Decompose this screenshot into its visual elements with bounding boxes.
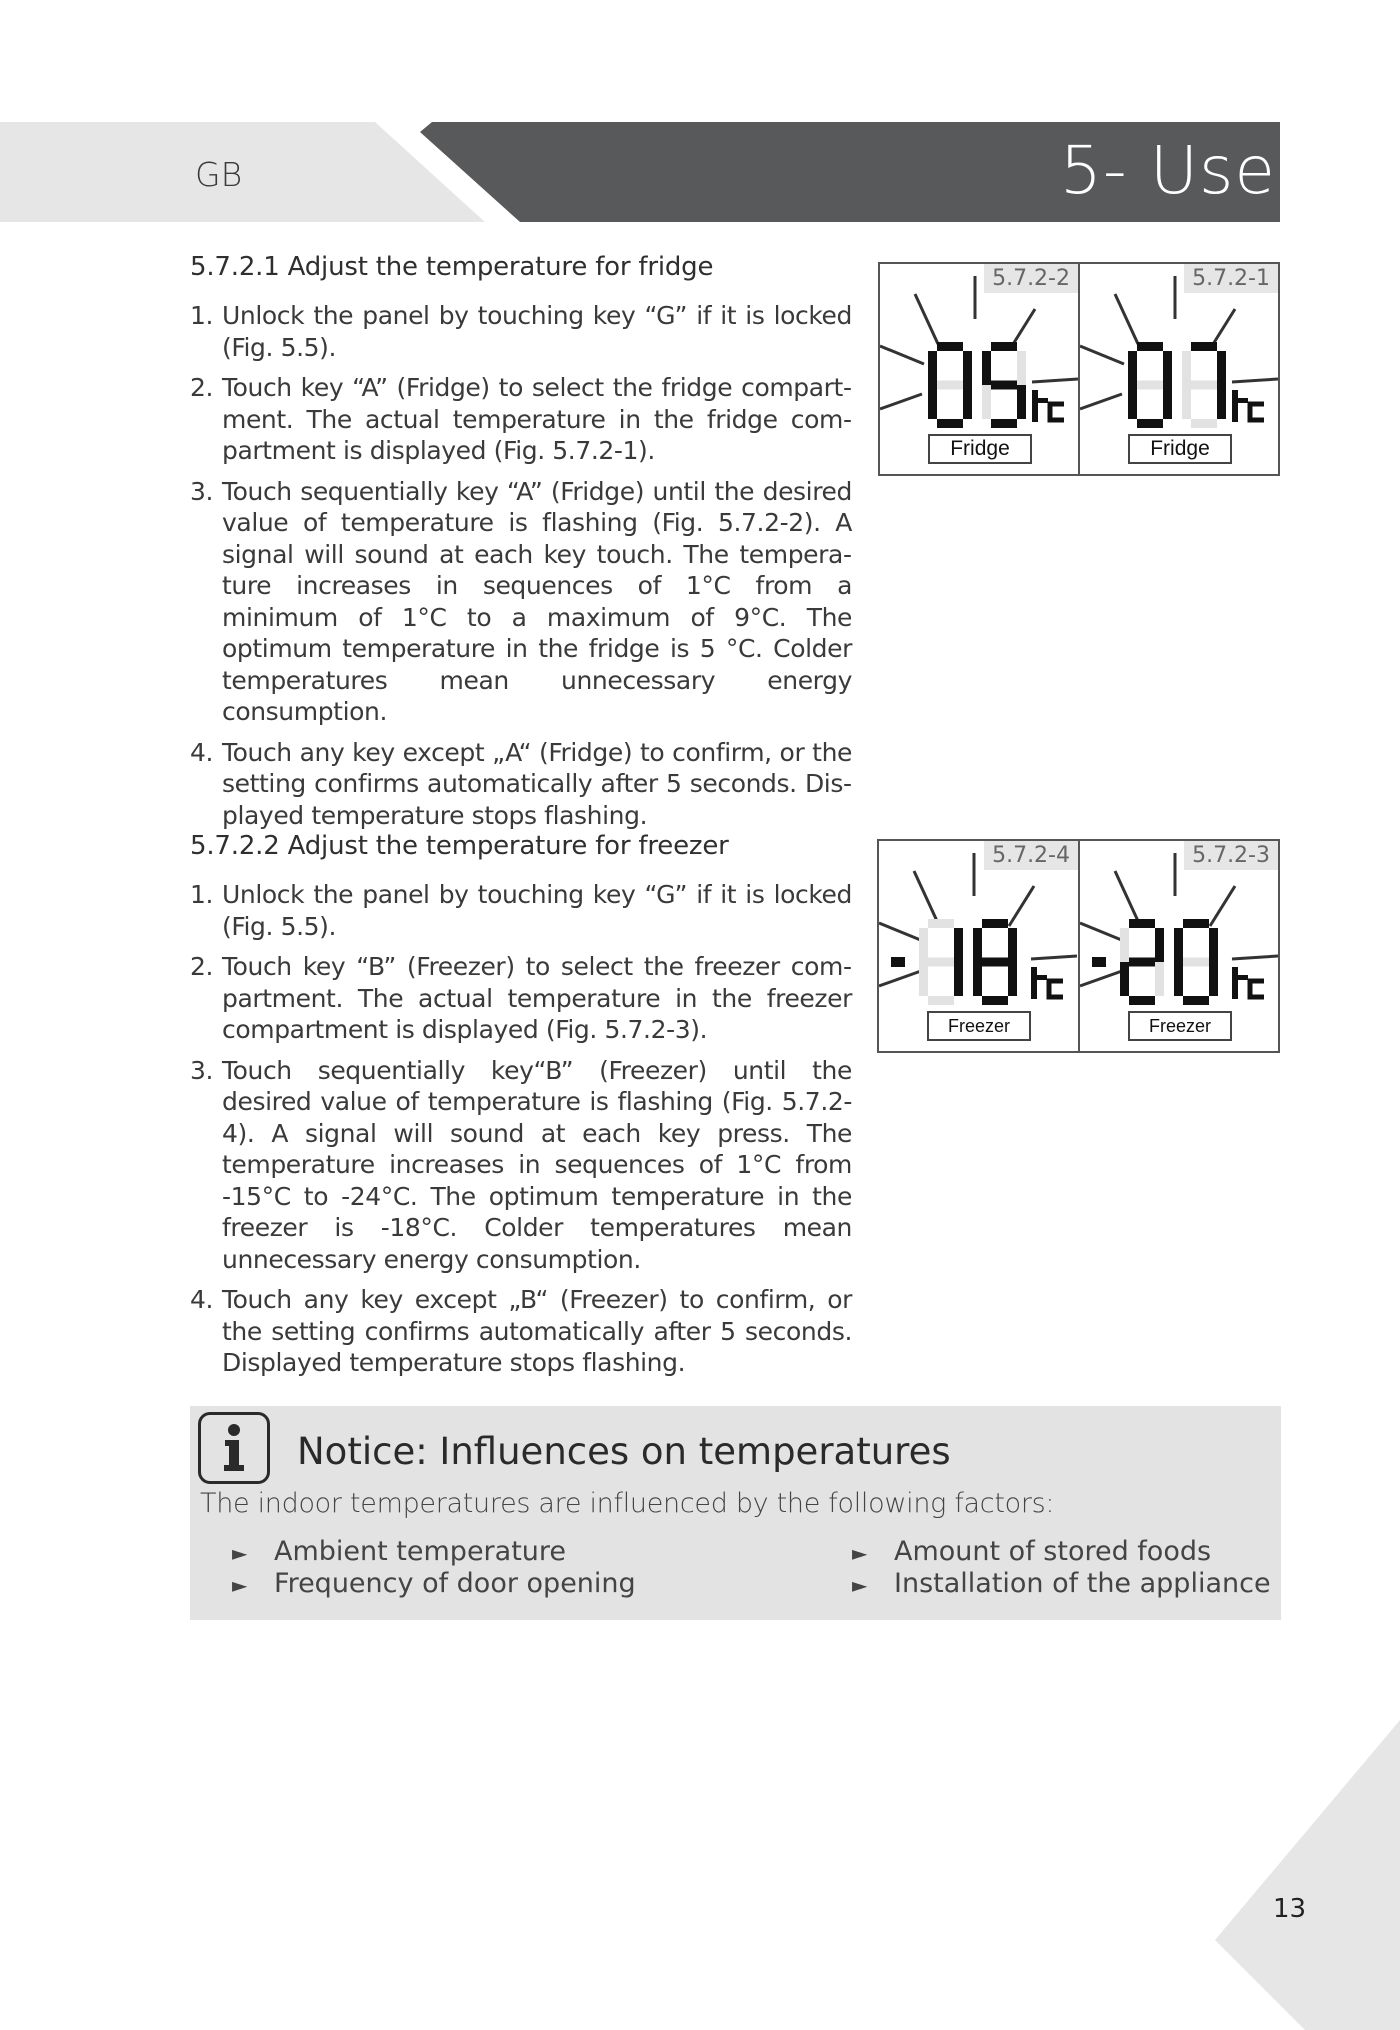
- lcd-segment: [954, 962, 963, 996]
- lcd-segment: [991, 419, 1017, 428]
- list-item: 2. Touch key “A” (Fridge) to select the fridge compartment. The actual temperature in the fridge compartment is displayed (Fig. 5.7.2-1).: [190, 373, 852, 465]
- list-item: 2. Touch key “B” (Freezer) to select the freezer compartment. The actual temperature in the freezer compartment is displayed (Fig. 5.7.2-3).: [190, 952, 852, 1044]
- lcd-segment: [1163, 351, 1172, 385]
- flash-ray: [1080, 394, 1122, 409]
- figure-tag: 5.7.2-4: [984, 841, 1078, 870]
- figure-tag: 5.7.2-1: [1184, 264, 1278, 293]
- temperature-celsius-icon: [1032, 390, 1064, 422]
- lcd-segment: [928, 996, 954, 1005]
- lcd-segment: [963, 351, 972, 385]
- bullet-arrow-icon: ►: [852, 1573, 868, 1597]
- lcd-segment: [1183, 996, 1209, 1005]
- flash-ray: [879, 971, 921, 986]
- lcd-segment: [937, 381, 963, 390]
- lcd-segment: [991, 342, 1017, 351]
- bullet-arrow-icon: ►: [232, 1541, 248, 1565]
- header-left-band: [0, 122, 490, 222]
- chapter-title: 5- Use: [1059, 132, 1276, 209]
- lcd-segment: [1174, 962, 1183, 996]
- lcd-segment: [1209, 928, 1218, 962]
- freezer-section: [190, 831, 852, 1388]
- lcd-segment: [928, 385, 937, 419]
- flash-ray: [915, 294, 938, 344]
- temperature-celsius-icon: [1031, 967, 1063, 999]
- lcd-segment: [1129, 996, 1155, 1005]
- lcd-segment: [973, 928, 982, 962]
- lcd-segment: [919, 928, 928, 962]
- flash-ray: [1232, 956, 1278, 959]
- flash-ray: [1009, 886, 1034, 926]
- lcd-segment: [1137, 381, 1163, 390]
- lcd-segment: [1137, 419, 1163, 428]
- lcd-segment: [1155, 962, 1164, 996]
- info-icon: [198, 1412, 270, 1484]
- lcd-minus-sign: [891, 957, 905, 967]
- lcd-segment: [1191, 381, 1217, 390]
- lcd-segment: [991, 381, 1017, 390]
- flash-ray: [880, 394, 922, 409]
- lcd-segment: [919, 962, 928, 996]
- temperature-celsius-icon: [1232, 967, 1264, 999]
- list-item: 4. Touch any key except „A“ (Fridge) to confirm, or the setting confirms automatically after 5 seconds. Displayed temperature stops flashing.: [190, 737, 852, 830]
- flash-rays: [1080, 276, 1278, 409]
- lcd-segment: [982, 958, 1008, 967]
- lcd-minus-sign: [1092, 957, 1106, 967]
- lcd-segment: [1137, 342, 1163, 351]
- lcd-segment: [982, 996, 1008, 1005]
- list-item: ► Ambient temperature: [232, 1536, 567, 1567]
- lcd-segment: [1008, 962, 1017, 996]
- lcd-segment: [1128, 385, 1137, 419]
- notice-title: Notice: Influences on temperatures: [297, 1430, 951, 1473]
- freezer-label: Freezer: [1128, 1011, 1232, 1041]
- flash-ray: [1031, 956, 1077, 959]
- figure-5-7-2-1: [1078, 262, 1280, 476]
- lcd-segment: [1209, 962, 1218, 996]
- lcd-segment: [1129, 958, 1155, 967]
- figure-5-7-2-2: [878, 262, 1080, 476]
- list-item: 1. Unlock the panel by touching key “G” if it is locked (Fig. 5.5).: [190, 301, 852, 362]
- fridge-label: Fridge: [1128, 434, 1232, 464]
- lcd-segment: [1183, 919, 1209, 928]
- notice-box: [190, 1406, 1281, 1620]
- flash-rays: [880, 276, 1078, 409]
- lcd-segment: [1217, 385, 1226, 419]
- language-code: GB: [195, 155, 243, 194]
- figure-5-7-2-3: [1078, 839, 1280, 1053]
- lcd-segment: [1155, 928, 1164, 962]
- flash-ray: [1232, 379, 1278, 382]
- figure-tag: 5.7.2-2: [984, 264, 1078, 293]
- fridge-steps: [190, 300, 852, 831]
- list-item: 4. Touch any key except „B“ (Freezer) to confirm, or the setting confirms automatically after 5 seconds. Displayed temperature stops flashing.: [190, 1285, 852, 1377]
- lcd-segment: [982, 385, 991, 419]
- lcd-segment: [963, 385, 972, 419]
- flash-ray: [1210, 886, 1235, 926]
- lcd-segment: [1174, 928, 1183, 962]
- flash-ray: [1080, 923, 1124, 941]
- lcd-segment: [1129, 919, 1155, 928]
- flash-ray: [1032, 379, 1078, 382]
- lcd-segment: [954, 928, 963, 962]
- page-corner: [1215, 1720, 1400, 2030]
- flash-ray: [1080, 346, 1124, 364]
- bullet-arrow-icon: ►: [232, 1573, 248, 1597]
- lcd-segment: [1017, 385, 1026, 419]
- flash-ray: [879, 923, 923, 941]
- list-item: ► Amount of stored foods: [852, 1536, 1212, 1567]
- lcd-segment: [1017, 351, 1026, 385]
- freezer-steps: [190, 879, 852, 1379]
- list-item: ► Installation of the appliance: [852, 1568, 1271, 1599]
- lcd-segment: [1120, 928, 1129, 962]
- lcd-segment: [1217, 351, 1226, 385]
- lcd-segment: [1182, 385, 1191, 419]
- lcd-segment: [1120, 962, 1129, 996]
- list-item: ► Frequency of door opening: [232, 1568, 636, 1599]
- temperature-celsius-icon: [1232, 390, 1264, 422]
- lcd-segment: [1183, 958, 1209, 967]
- list-item: 3. Touch sequentially key “A” (Fridge) until the desired value of temperature is flashing (Fig. 5.7.2-2). A signal will sound at each key touch. The temperature increases in sequences of 1°C from a minimum of 1°C to a maximum of 9°C. The optimum temperature in the fridge is 5 °C. Colder temperatures mean unnecessary energy consumption.: [190, 476, 852, 726]
- fridge-section: [190, 252, 852, 840]
- lcd-segment: [982, 351, 991, 385]
- lcd-segment: [1191, 342, 1217, 351]
- flash-ray: [1115, 871, 1138, 921]
- list-item: 1. Unlock the panel by touching key “G” if it is locked (Fig. 5.5).: [190, 880, 852, 941]
- lcd-segment: [1191, 419, 1217, 428]
- fridge-label: Fridge: [928, 434, 1032, 464]
- fridge-section-title: 5.7.2.1 Adjust the temperature for fridge: [190, 252, 714, 282]
- figure-tag: 5.7.2-3: [1184, 841, 1278, 870]
- lcd-segment: [1182, 351, 1191, 385]
- lcd-segment: [937, 419, 963, 428]
- freezer-label: Freezer: [927, 1011, 1031, 1041]
- bullet-arrow-icon: ►: [852, 1541, 868, 1565]
- flash-ray: [880, 346, 924, 364]
- lcd-segment: [937, 342, 963, 351]
- flash-ray: [1115, 294, 1138, 344]
- lcd-segment: [1128, 351, 1137, 385]
- lcd-segment: [1163, 385, 1172, 419]
- lcd-segment: [982, 919, 1008, 928]
- flash-ray: [914, 871, 937, 921]
- flash-ray: [1080, 971, 1122, 986]
- notice-intro: The indoor temperatures are influenced by the following factors:: [200, 1488, 1055, 1519]
- lcd-segment: [1008, 928, 1017, 962]
- lcd-segment: [928, 958, 954, 967]
- lcd-segment: [973, 962, 982, 996]
- list-item: 3. Touch sequentially key“B” (Freezer) until the desired value of temperature is flashing (Fig. 5.7.2-4). A signal will sound at each key press. The temperature increases in sequences of 1°C from -15°C to -24°C. The optimum temperature in the freezer is -18°C. Colder temperatures mean unnecessary energy consumption.: [190, 1055, 852, 1274]
- lcd-segment: [928, 351, 937, 385]
- figure-5-7-2-4: [877, 839, 1080, 1053]
- page-number: 13: [1273, 1894, 1307, 1924]
- lcd-segment: [928, 919, 954, 928]
- freezer-section-title: 5.7.2.2 Adjust the temperature for freezer: [190, 831, 729, 861]
